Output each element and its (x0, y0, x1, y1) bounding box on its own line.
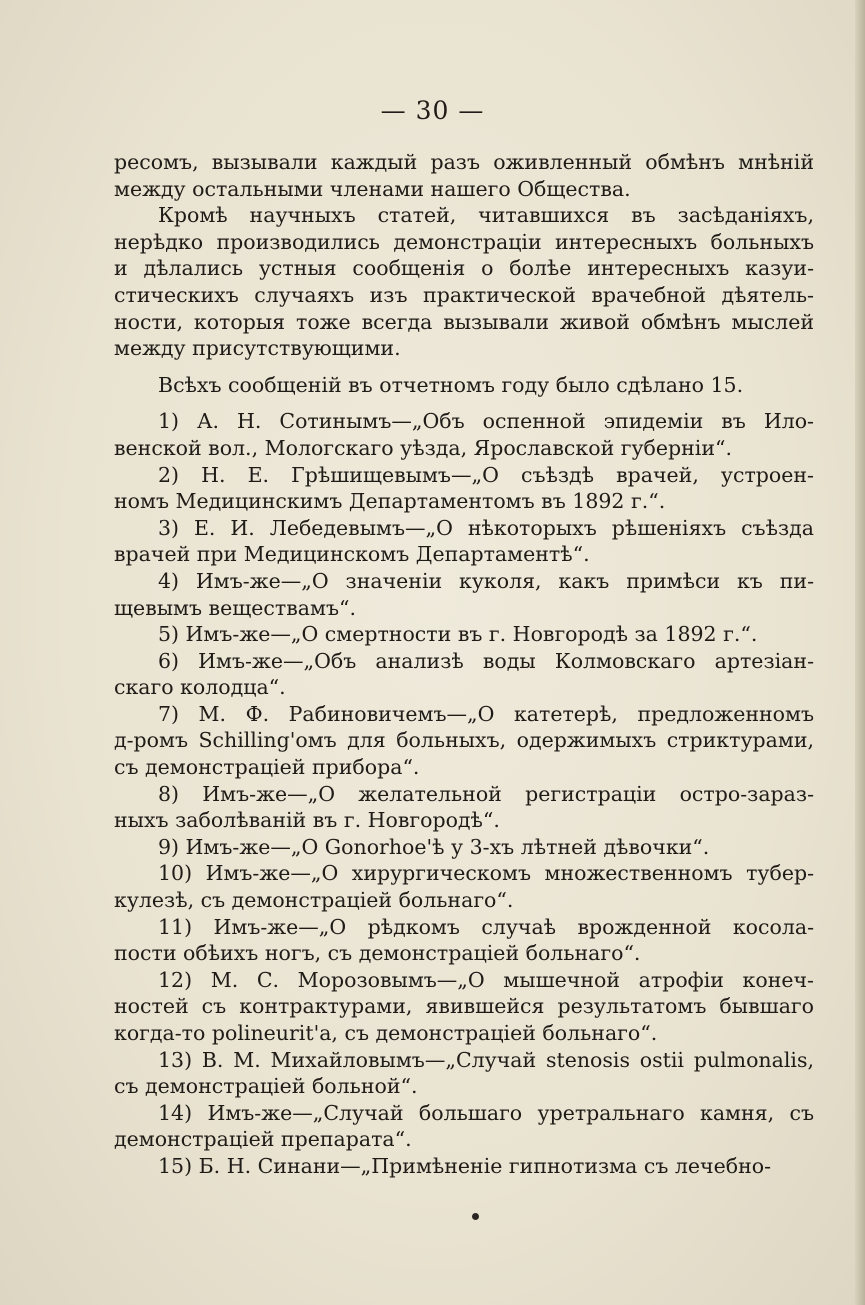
text-line: и дѣлались устныя сообщенія о болѣе интересныхъ казуи- (114, 256, 814, 281)
text-line: Всѣхъ сообщеній въ отчетномъ году было сдѣлано 15. (158, 372, 744, 397)
paragraph-gap (114, 398, 814, 408)
text-line: 11) Имъ-же—„О рѣдкомъ случаѣ врожденной косола- (158, 914, 814, 939)
text-line: съ демонстраціей прибора“. (114, 755, 420, 780)
text-line: стическихъ случаяхъ изъ практической врачебной дѣятель- (114, 282, 814, 307)
paragraph (114, 834, 814, 861)
text-line: ностей съ контрактурами, явившейся результатомъ бывшаго (114, 994, 814, 1019)
paragraph (114, 149, 814, 202)
paragraph (114, 914, 814, 967)
text-line: 5) Имъ-же—„О смертности въ г. Новгородѣ за 1892 г.“. (158, 622, 758, 647)
text-line: 12) М. С. Морозовымъ—„О мышечной атрофіи конеч- (158, 967, 814, 992)
text-line: Кромѣ научныхъ статей, читавшихся въ засѣданіяхъ, (158, 203, 814, 228)
text-line: 8) Имъ-же—„О желательной регистраціи остро-зараз- (158, 781, 814, 806)
text-line: д-ромъ Schilling'омъ для больныхъ, одержимыхъ стриктурами, (114, 728, 814, 753)
text-line: когда-то polineurit'а, съ демонстраціей больнаго“. (114, 1021, 658, 1045)
text-line: пости обѣихъ ногъ, съ демонстраціей больнаго“. (114, 941, 641, 966)
text-line: щевымъ веществамъ“. (114, 595, 356, 620)
text-line: 14) Имъ-же—„Случай большаго уретральнаго камня, съ (158, 1100, 814, 1125)
text-line: 4) Имъ-же—„О значеніи куколя, какъ примѣси къ пи- (158, 568, 814, 593)
paragraph-gap (114, 362, 814, 372)
text-line: между присутствующими. (114, 336, 401, 361)
paragraph (114, 860, 814, 913)
text-line: ресомъ, вызывали каждый разъ оживленный обмѣнъ мнѣній (114, 150, 814, 174)
text-line: венской вол., Мологскаго уѣзда, Ярославской губерніи“. (114, 435, 733, 460)
page-number: — 30 — (380, 96, 485, 125)
paragraph (114, 781, 814, 834)
text-line: кулезѣ, съ демонстраціей больнаго“. (114, 888, 514, 913)
text-line: скаго колодца“. (114, 675, 286, 700)
paragraph (114, 701, 814, 781)
text-line: 2) Н. Е. Грѣшищевымъ—„О съѣздѣ врачей, устроен- (158, 462, 814, 487)
text-line: 9) Имъ-же—„О Gonorhoe'ѣ у 3-хъ лѣтней дѣвочки“. (158, 834, 710, 859)
paragraph (114, 1047, 814, 1100)
paragraph (114, 202, 814, 362)
text-line: врачей при Медицинскомъ Департаментѣ“. (114, 542, 590, 567)
text-line: между остальными членами нашего Общества. (114, 176, 631, 201)
text-line: 7) М. Ф. Рабиновичемъ—„О катетерѣ, предложенномъ (158, 701, 814, 726)
text-line: 13) В. М. Михайловымъ—„Случай stenosis ostii pulmonalis, (158, 1047, 814, 1072)
page-edge-shadow (855, 0, 865, 1305)
text-line: ныхъ заболѣваній въ г. Новгородѣ“. (114, 808, 500, 833)
text-line: номъ Медицинскимъ Департаментомъ въ 1892 г.“. (114, 489, 666, 514)
paragraph (114, 462, 814, 515)
body-text (114, 149, 814, 1180)
text-line: съ демонстраціей больной“. (114, 1074, 418, 1099)
paragraph (114, 621, 814, 648)
paragraph (114, 568, 814, 621)
text-line: 15) Б. Н. Синани—„Примѣненіе гипнотизма съ лечебно- (158, 1153, 772, 1178)
text-line: 1) А. Н. Сотинымъ—„Объ оспенной эпидеміи въ Ило- (158, 409, 814, 434)
paragraph (114, 372, 814, 399)
paragraph (114, 648, 814, 701)
text-line: ности, которыя тоже всегда вызывали живой обмѣнъ мыслей (114, 309, 814, 334)
paragraph (114, 515, 814, 568)
text-line: 10) Имъ-же—„О хирургическомъ множественномъ тубер- (158, 861, 814, 886)
ink-dot (472, 1213, 479, 1220)
text-line: демонстраціей препарата“. (114, 1127, 412, 1152)
paragraph (114, 967, 814, 1047)
paragraph (114, 1100, 814, 1153)
text-line: 6) Имъ-же—„Объ анализѣ воды Колмовскаго артезіан- (158, 648, 814, 673)
text-line: нерѣдко производились демонстраціи интересныхъ больныхъ (114, 229, 814, 254)
text-line: 3) Е. И. Лебедевымъ—„О нѣкоторыхъ рѣшеніяхъ съѣзда (158, 515, 814, 540)
paragraph (114, 1153, 814, 1180)
paragraph (114, 408, 814, 461)
